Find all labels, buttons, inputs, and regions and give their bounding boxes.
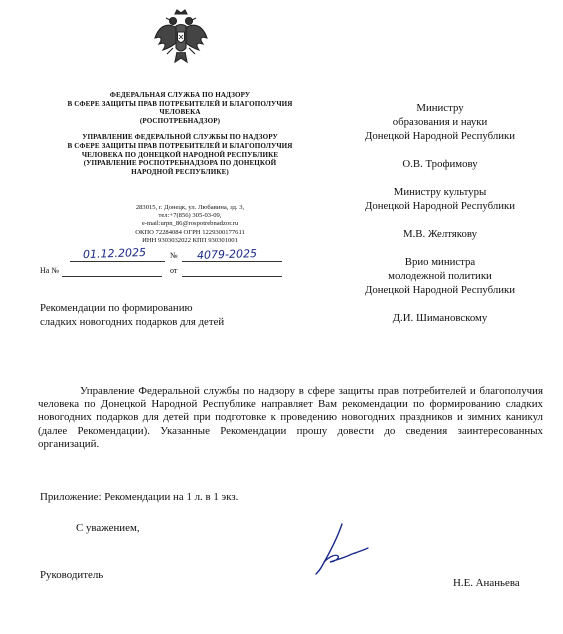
recipient-position — [340, 255, 540, 297]
closing-regards: С уважением, — [76, 522, 140, 534]
inn-kpp: ИНН 9303032022 КПП 930301001 — [142, 236, 238, 244]
recipient-line: Министру — [416, 102, 464, 114]
dept-line: ЧЕЛОВЕКА ПО ДОНЕЦКОЙ НАРОДНОЙ РЕСПУБЛИКЕ — [81, 150, 279, 159]
signer-position: Руководитель — [40, 569, 104, 581]
email: e-mail:urpn_86@rospotrebnadzor.ru — [141, 220, 239, 228]
org-line: (РОСПОТРЕБНАДЗОР) — [139, 116, 221, 125]
handwritten-date: 01.12.2025 — [82, 245, 147, 262]
address: 283015, г. Донецк, ул. Любавина, зд. 3, — [135, 204, 245, 211]
recipient-line: образования и науки — [392, 116, 488, 128]
org-line: ФЕДЕРАЛЬНАЯ СЛУЖБА ПО НАДЗОРУ — [109, 91, 251, 99]
recipient-name: Д.И. Шимановскому — [392, 312, 488, 324]
recipient-line: Донецкой Народной Республики — [364, 284, 516, 296]
handwritten-signature-icon — [300, 522, 370, 578]
org-line: В СФЕРЕ ЗАЩИТЫ ПРАВ ПОТРЕБИТЕЛЕЙ И БЛАГОПОЛУЧИЯ — [67, 99, 293, 108]
subject-line: Рекомендации по формированию — [40, 302, 193, 314]
recipient-name: О.В. Трофимову — [402, 158, 478, 170]
coat-of-arms-icon — [153, 8, 209, 70]
org-line: ЧЕЛОВЕКА — [159, 108, 201, 117]
signer-name: Н.Е. Ананьева — [453, 577, 520, 589]
reference-line — [40, 266, 290, 278]
dept-line: В СФЕРЕ ЗАЩИТЫ ПРАВ ПОТРЕБИТЕЛЕЙ И БЛАГОПОЛУЧИЯ — [67, 141, 293, 150]
registration-line — [40, 245, 290, 264]
recipient-name: М.В. Желтякову — [403, 228, 477, 240]
sender-contacts — [100, 204, 280, 245]
recipient-position — [340, 185, 540, 213]
letter-subject — [40, 302, 300, 329]
recipients-block — [340, 101, 540, 325]
dept-line: НАРОДНОЙ РЕСПУБЛИКЕ) — [131, 167, 229, 176]
dept-line: (УПРАВЛЕНИЕ РОСПОТРЕБНАДЗОРА ПО ДОНЕЦКОЙ — [83, 159, 277, 168]
recipient-line: Министру культуры — [393, 186, 487, 198]
recipient-line: Донецкой Народной Республики — [364, 200, 516, 212]
recipient-line: Врио министра — [404, 256, 476, 268]
sender-organization — [40, 91, 320, 176]
phone: тел:+7(856) 305-03-09, — [158, 212, 222, 220]
reference-number-label: На № — [40, 266, 59, 275]
handwritten-number: 4079-2025 — [196, 246, 258, 263]
letter-body: Управление Федеральной службы по надзору в сфере защиты прав потребителей и благополучия человека по Донецкой Народной Республике направляет Вам рекомендации по формированию сладких новогодних подарков для детей при подготовке к проведению новогодних праздников и зимних каникул (далее Рекомендации). Указанные Рекомендации прошу довести до сведения заинтересованных организаций. — [38, 385, 543, 450]
okpo-ogrn: ОКПО 72284084 ОГРН 1229300177611 — [135, 228, 245, 236]
reference-date-label: от — [170, 266, 178, 275]
recipient-position — [340, 101, 540, 143]
subject-line: сладких новогодних подарков для детей — [40, 315, 225, 328]
number-sign: № — [170, 251, 178, 260]
dept-line: УПРАВЛЕНИЕ ФЕДЕРАЛЬНОЙ СЛУЖБЫ ПО НАДЗОРУ — [82, 133, 278, 142]
attachment-note: Приложение: Рекомендации на 1 л. в 1 экз. — [40, 491, 239, 503]
recipient-line: Донецкой Народной Республики — [364, 130, 516, 142]
recipient-line: молодежной политики — [388, 270, 492, 282]
